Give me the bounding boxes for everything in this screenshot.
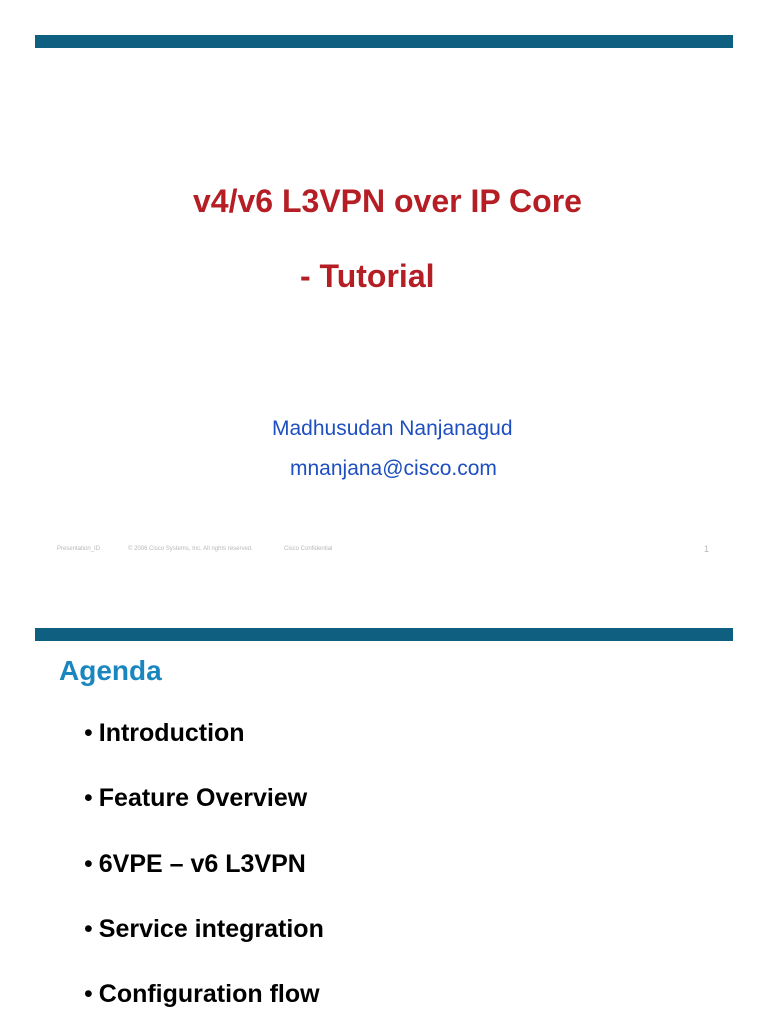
slide-title-line-2: - Tutorial [300, 258, 435, 294]
author-name: Madhusudan Nanjanagud [272, 417, 513, 440]
agenda-item-label: Introduction [98, 719, 245, 747]
bullet-glyph: • [84, 915, 93, 943]
bullet-glyph: • [84, 719, 93, 747]
author-email: mnanjana@cisco.com [290, 457, 497, 480]
agenda-heading: Agenda [59, 655, 162, 686]
agenda-item-label: Feature Overview [98, 784, 308, 812]
slide-title-line-1: v4/v6 L3VPN over IP Core [193, 183, 582, 219]
agenda-item-label: 6VPE – v6 L3VPN [98, 850, 306, 878]
agenda-item-feature-overview [84, 784, 307, 813]
agenda-item-service-integration [84, 915, 324, 944]
agenda-item-configuration-flow [84, 980, 320, 1009]
agenda-item-introduction [84, 719, 245, 748]
footer-page-number: 1 [704, 544, 710, 554]
second-header-bar [35, 628, 733, 641]
top-header-bar [35, 35, 733, 48]
bullet-glyph: • [84, 980, 93, 1008]
agenda-item-6vpe [84, 850, 306, 879]
footer-copyright: © 2006 Cisco Systems, Inc. All rights reserved. [128, 546, 253, 552]
footer-confidential: Cisco Confidential [284, 546, 333, 552]
footer-presentation-id: Presentation_ID [57, 546, 101, 552]
bullet-glyph: • [84, 784, 93, 812]
agenda-item-label: Configuration flow [98, 980, 320, 1008]
agenda-item-label: Service integration [98, 915, 324, 943]
bullet-glyph: • [84, 850, 93, 878]
